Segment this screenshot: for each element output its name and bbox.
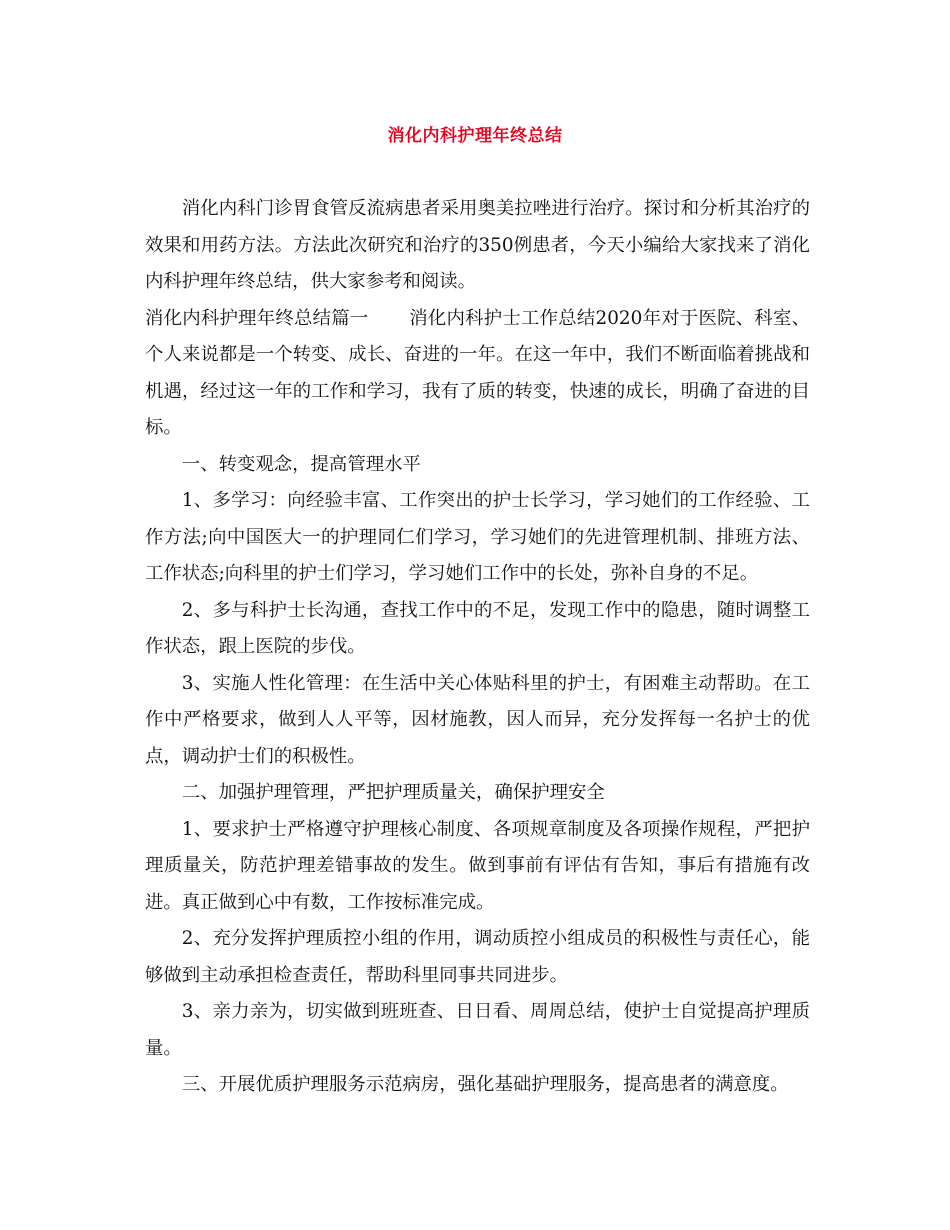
paragraph: 二、加强护理管理，严把护理质量关，确保护理安全 [181, 782, 605, 803]
paragraph: 3、亲力亲为，切实做到班班查、日日看、周周总结，使护士自觉提高护理质量。 [145, 1001, 810, 1059]
section-text: 消化内科护士工作总结2020年对于医院、科室、个人来说都是一个转变、成长、奋进的一年。在这一年中，我们不断面临着挑战和机遇，经过这一年的工作和学习，我有了质的转变，快速的成长，明确了奋进的目标。 [145, 307, 810, 438]
paragraph: 1、多学习：向经验丰富、工作突出的护士长学习，学习她们的工作经验、工作方法;向中国医大一的护理同仁们学习，学习她们的先进管理机制、排班方法、工作状态;向科里的护士们学习，学习她们工作中的长处，弥补自身的不足。 [145, 490, 810, 584]
paragraph: 3、实施人性化管理：在生活中关心体贴科里的护士，有困难主动帮助。在工作中严格要求，做到人人平等，因材施教，因人而异，充分发挥每一名护士的优点，调动护士们的积极性。 [145, 672, 810, 767]
document-body [145, 191, 810, 1104]
section-heading: 消化内科护理年终总结篇一 [145, 307, 369, 329]
paragraph: 2、多与科护士长沟通，查找工作中的不足，发现工作中的隐患，随时调整工作状态，跟上医院的步伐。 [145, 599, 810, 657]
intro-paragraph: 消化内科门诊胃食管反流病患者采用奥美拉唑进行治疗。探讨和分析其治疗的效果和用药方法。方法此次研究和治疗的350例患者，今天小编给大家找来了消化内科护理年终总结，供大家参考和阅读。 [145, 198, 810, 292]
document-title: 消化内科护理年终总结 [387, 126, 563, 146]
paragraph: 一、转变观念，提高管理水平 [181, 453, 421, 475]
paragraph: 1、要求护士严格遵守护理核心制度、各项规章制度及各项操作规程，严把护理质量关，防范护理差错事故的发生。做到事前有评估有告知，事后有措施有改进。真正做到心中有数，工作按标准完成。 [145, 818, 810, 913]
paragraph: 2、充分发挥护理质控小组的作用，调动质控小组成员的积极性与责任心，能够做到主动承担检查责任，帮助科里同事共同进步。 [145, 928, 810, 986]
paragraph: 三、开展优质护理服务示范病房，强化基础护理服务，提高患者的满意度。 [181, 1074, 789, 1095]
section-line [145, 301, 810, 447]
